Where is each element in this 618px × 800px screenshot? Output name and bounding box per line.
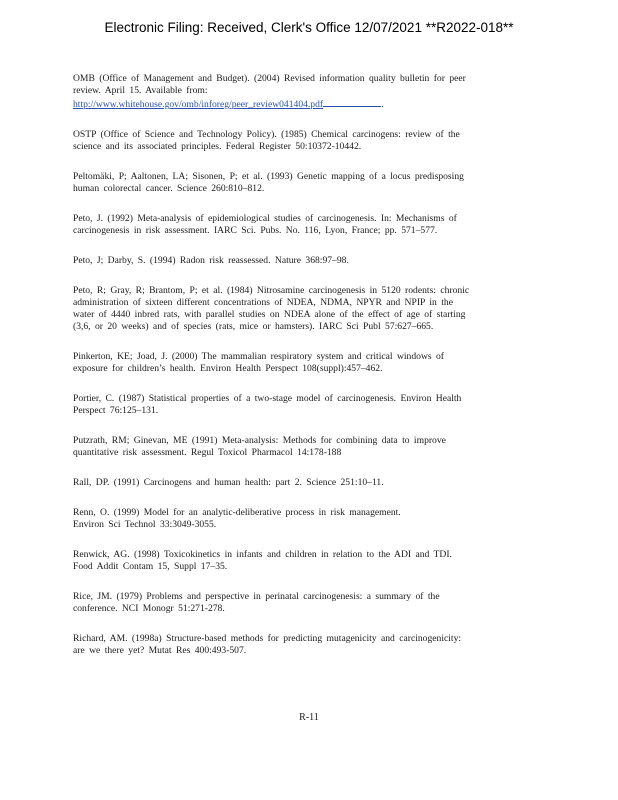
reference-entry-omb <box>73 73 535 111</box>
reference-text-line: Peltomäki, P; Aaltonen, LA; Sisonen, P; et al. (1993) Genetic mapping of a locus predisposing <box>73 171 464 182</box>
reference-entry-peto-1984 <box>73 285 535 333</box>
link-underline-extension <box>323 97 381 107</box>
reference-text-line: Rall, DP. (1991) Carcinogens and human health: part 2. Science 251:10–11. <box>73 477 384 488</box>
reference-text-line: quantitative risk assessment. Regul Toxicol Pharmacol 14:178-188 <box>73 447 342 458</box>
reference-text-line: are we there yet? Mutat Res 400:493-507. <box>73 645 247 656</box>
reference-link-line <box>73 97 535 111</box>
reference-link-suffix: . <box>381 99 384 110</box>
reference-text-line: Perspect 76:125–131. <box>73 405 159 416</box>
reference-url-link[interactable]: http://www.whitehouse.gov/omb/inforeg/peer_review041404.pdf <box>73 99 324 110</box>
reference-text-line: science and its associated principles. Federal Register 50:10372-10442. <box>73 141 362 152</box>
reference-text-line: OMB (Office of Management and Budget). (2004) Revised information quality bulletin for peer <box>73 73 466 84</box>
reference-text-line: exposure for children’s health. Environ Health Perspect 108(suppl):457–462. <box>73 363 383 374</box>
reference-text-line: water of 4440 inbred rats, with parallel studies on NDEA alone of the effect of age of starting <box>73 309 466 320</box>
reference-text-line: human colorectal cancer. Science 260:810–812. <box>73 183 265 194</box>
reference-entry-rall <box>73 477 535 489</box>
reference-text-line: Renwick, AG. (1998) Toxicokinetics in infants and children in relation to the ADI and TDI. <box>73 549 452 560</box>
reference-entry-peto-1992 <box>73 213 535 237</box>
reference-list <box>73 73 535 675</box>
reference-text-line: Portier, C. (1987) Statistical properties of a two-stage model of carcinogenesis. Environ Health <box>73 393 462 404</box>
reference-text-line: administration of sixteen different concentrations of NDEA, NDMA, NPYR and NPIP in the <box>73 297 453 308</box>
reference-text-line: Peto, J; Darby, S. (1994) Radon risk reassessed. Nature 368:97–98. <box>73 255 349 266</box>
reference-entry-rice <box>73 591 535 615</box>
reference-text-line: Richard, AM. (1998a) Structure-based methods for predicting mutagenicity and carcinogenicity: <box>73 633 462 644</box>
reference-text-line: Peto, R; Gray, R; Brantom, P; et al. (1984) Nitrosamine carcinogenesis in 5120 rodents: chronic <box>73 285 470 296</box>
page-number: R-11 <box>299 712 319 723</box>
reference-entry-portier <box>73 393 535 417</box>
reference-text-line: conference. NCI Monogr 51:271-278. <box>73 603 225 614</box>
reference-entry-putzrath <box>73 435 535 459</box>
reference-text-line: review. April 15. Available from: <box>73 85 208 96</box>
reference-entry-renwick <box>73 549 535 573</box>
reference-text-line: Putzrath, RM; Ginevan, ME (1991) Meta-analysis: Methods for combining data to improve <box>73 435 446 446</box>
reference-entry-richard <box>73 633 535 657</box>
filing-stamp-header: Electronic Filing: Received, Clerk's Office 12/07/2021 **R2022-018** <box>104 20 514 35</box>
reference-text-line: Pinkerton, KE; Joad, J. (2000) The mammalian respiratory system and critical windows of <box>73 351 444 362</box>
reference-text-line: Rice, JM. (1979) Problems and perspective in perinatal carcinogenesis: a summary of the <box>73 591 440 602</box>
reference-text-line: carcinogenesis in risk assessment. IARC Sci. Pubs. No. 116, Lyon, France; pp. 571–577. <box>73 225 438 236</box>
reference-entry-ostp <box>73 129 535 153</box>
reference-text-line: Renn, O. (1999) Model for an analytic-deliberative process in risk management. <box>73 507 401 518</box>
reference-entry-pinkerton <box>73 351 535 375</box>
reference-text-line: Food Addit Contam 15, Suppl 17–35. <box>73 561 228 572</box>
reference-text-line: (3,6, or 20 weeks) and of species (rats, mice or hamsters). IARC Sci Publ 57:627–665. <box>73 321 434 332</box>
reference-entry-peltomaki <box>73 171 535 195</box>
reference-text-line: Environ Sci Technol 33:3049-3055. <box>73 519 217 530</box>
reference-text-line: OSTP (Office of Science and Technology Policy). (1985) Chemical carcinogens: review of the <box>73 129 460 140</box>
reference-text-line: Peto, J. (1992) Meta-analysis of epidemiological studies of carcinogenesis. In: Mechanisms of <box>73 213 457 224</box>
reference-entry-peto-darby <box>73 255 535 267</box>
reference-entry-renn <box>73 507 535 531</box>
